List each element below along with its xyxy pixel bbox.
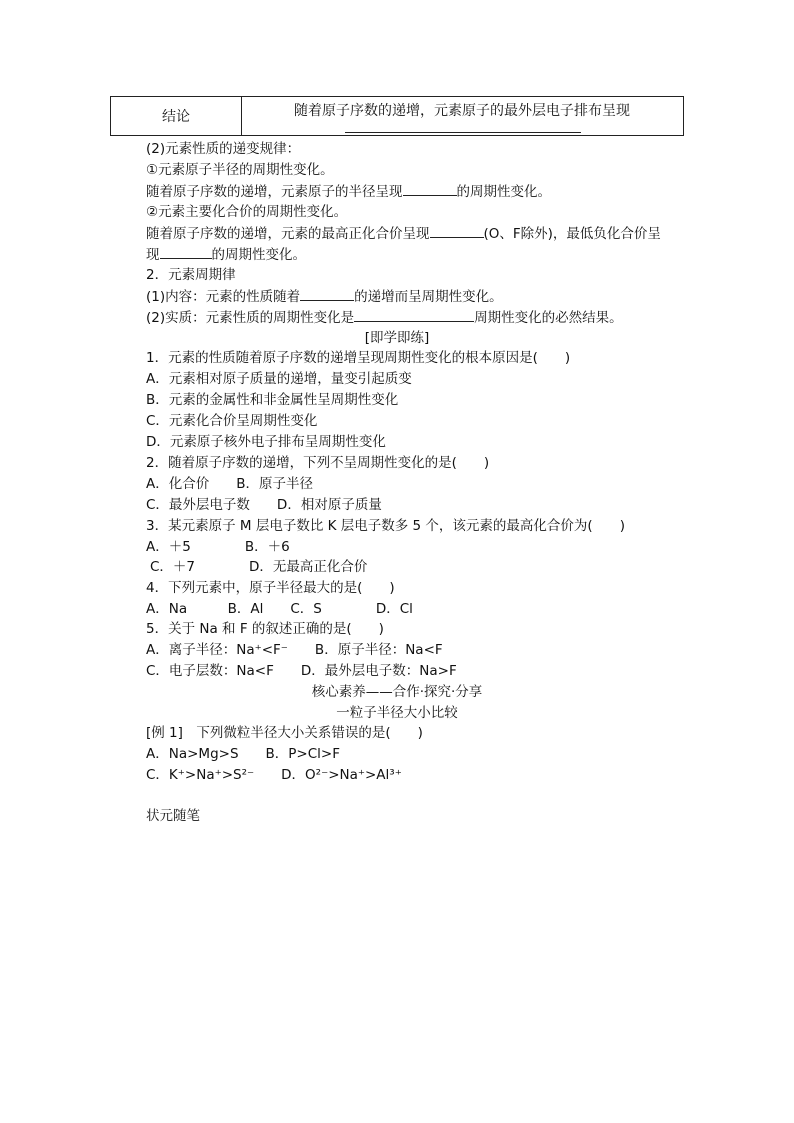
- footer-note: 状元随笔: [146, 808, 200, 824]
- example-question: [例 1] 下列微粒半径大小关系错误的是( ): [146, 725, 423, 741]
- answer-blank: [403, 181, 457, 196]
- question: 2．随着原子序数的递增，下列不呈周期性变化的是( ): [146, 455, 490, 471]
- option: A．Na>Mg>S B．P>Cl>F: [146, 746, 340, 762]
- option: C．最外层电子数 D．相对原子质量: [146, 497, 382, 513]
- core-subheading: 一粒子半径大小比较: [336, 705, 458, 721]
- line-text: 的递增而呈周期性变化。: [354, 289, 503, 305]
- option: A．离子半径：Na⁺<F⁻ B．原子半径：Na<F: [146, 642, 443, 658]
- table-content-cell: [241, 97, 683, 135]
- line-text: (1)内容：元素的性质随着: [146, 289, 301, 305]
- line-text: (O、F除外)，最低负化合价呈: [483, 226, 661, 242]
- fill-in-line: [146, 223, 661, 244]
- answer-blank: [300, 286, 354, 301]
- fill-in-line: [146, 244, 306, 265]
- core-heading: 核心素养——合作·探究·分享: [311, 684, 483, 700]
- line-text: 周期性变化的必然结果。: [474, 310, 623, 326]
- line-text: 现: [146, 247, 160, 263]
- fill-in-line: [146, 286, 503, 307]
- answer-blank: [345, 132, 581, 133]
- option: C．＋7 D．无最高正化合价: [150, 559, 368, 575]
- question: 4．下列元素中，原子半径最大的是( ): [146, 580, 395, 596]
- line-text: 的周期性变化。: [456, 184, 551, 200]
- subsection-title: ②元素主要化合价的周期性变化。: [146, 204, 348, 220]
- table-content-text: 随着原子序数的递增，元素原子的最外层电子排布呈现: [294, 103, 630, 119]
- option: A．元素相对原子质量的递增，量变引起质变: [146, 371, 412, 387]
- fill-in-line: [146, 307, 623, 328]
- option: C．K⁺>Na⁺>S²⁻ D．O²⁻>Na⁺>Al³⁺: [146, 767, 402, 783]
- option: C．电子层数：Na<F D．最外层电子数：Na>F: [146, 663, 457, 679]
- option: A．化合价 B．原子半径: [146, 476, 313, 492]
- option: B．元素的金属性和非金属性呈周期性变化: [146, 392, 399, 408]
- section-title: (2)元素性质的递变规律：: [146, 141, 301, 157]
- question: 3．某元素原子 M 层电子数比 K 层电子数多 5 个，该元素的最高化合价为( ): [146, 518, 625, 534]
- section-title: 2．元素周期律: [146, 267, 236, 283]
- option: A．＋5 B．＋6: [146, 539, 290, 555]
- answer-blank: [160, 244, 212, 259]
- fill-in-line: [146, 181, 551, 202]
- line-text: 随着原子序数的递增，元素原子的半径呈现: [146, 184, 403, 200]
- option: D．元素原子核外电子排布呈周期性变化: [146, 434, 386, 450]
- option: A．Na B．Al C．S D．Cl: [146, 601, 413, 617]
- line-text: (2)实质：元素性质的周期性变化是: [146, 310, 355, 326]
- line-text: 随着原子序数的递增，元素的最高正化合价呈现: [146, 226, 430, 242]
- question: 5．关于 Na 和 F 的叙述正确的是( ): [146, 621, 384, 637]
- practice-heading: [即学即练]: [364, 330, 430, 346]
- answer-blank: [354, 307, 474, 322]
- conclusion-table: [110, 96, 684, 136]
- subsection-title: ①元素原子半径的周期性变化。: [146, 162, 334, 178]
- answer-blank: [430, 223, 484, 238]
- option: C．元素化合价呈周期性变化: [146, 413, 318, 429]
- question: 1．元素的性质随着原子序数的递增呈现周期性变化的根本原因是( ): [146, 350, 571, 366]
- table-header-cell: 结论: [111, 97, 242, 135]
- line-text: 的周期性变化。: [211, 247, 306, 263]
